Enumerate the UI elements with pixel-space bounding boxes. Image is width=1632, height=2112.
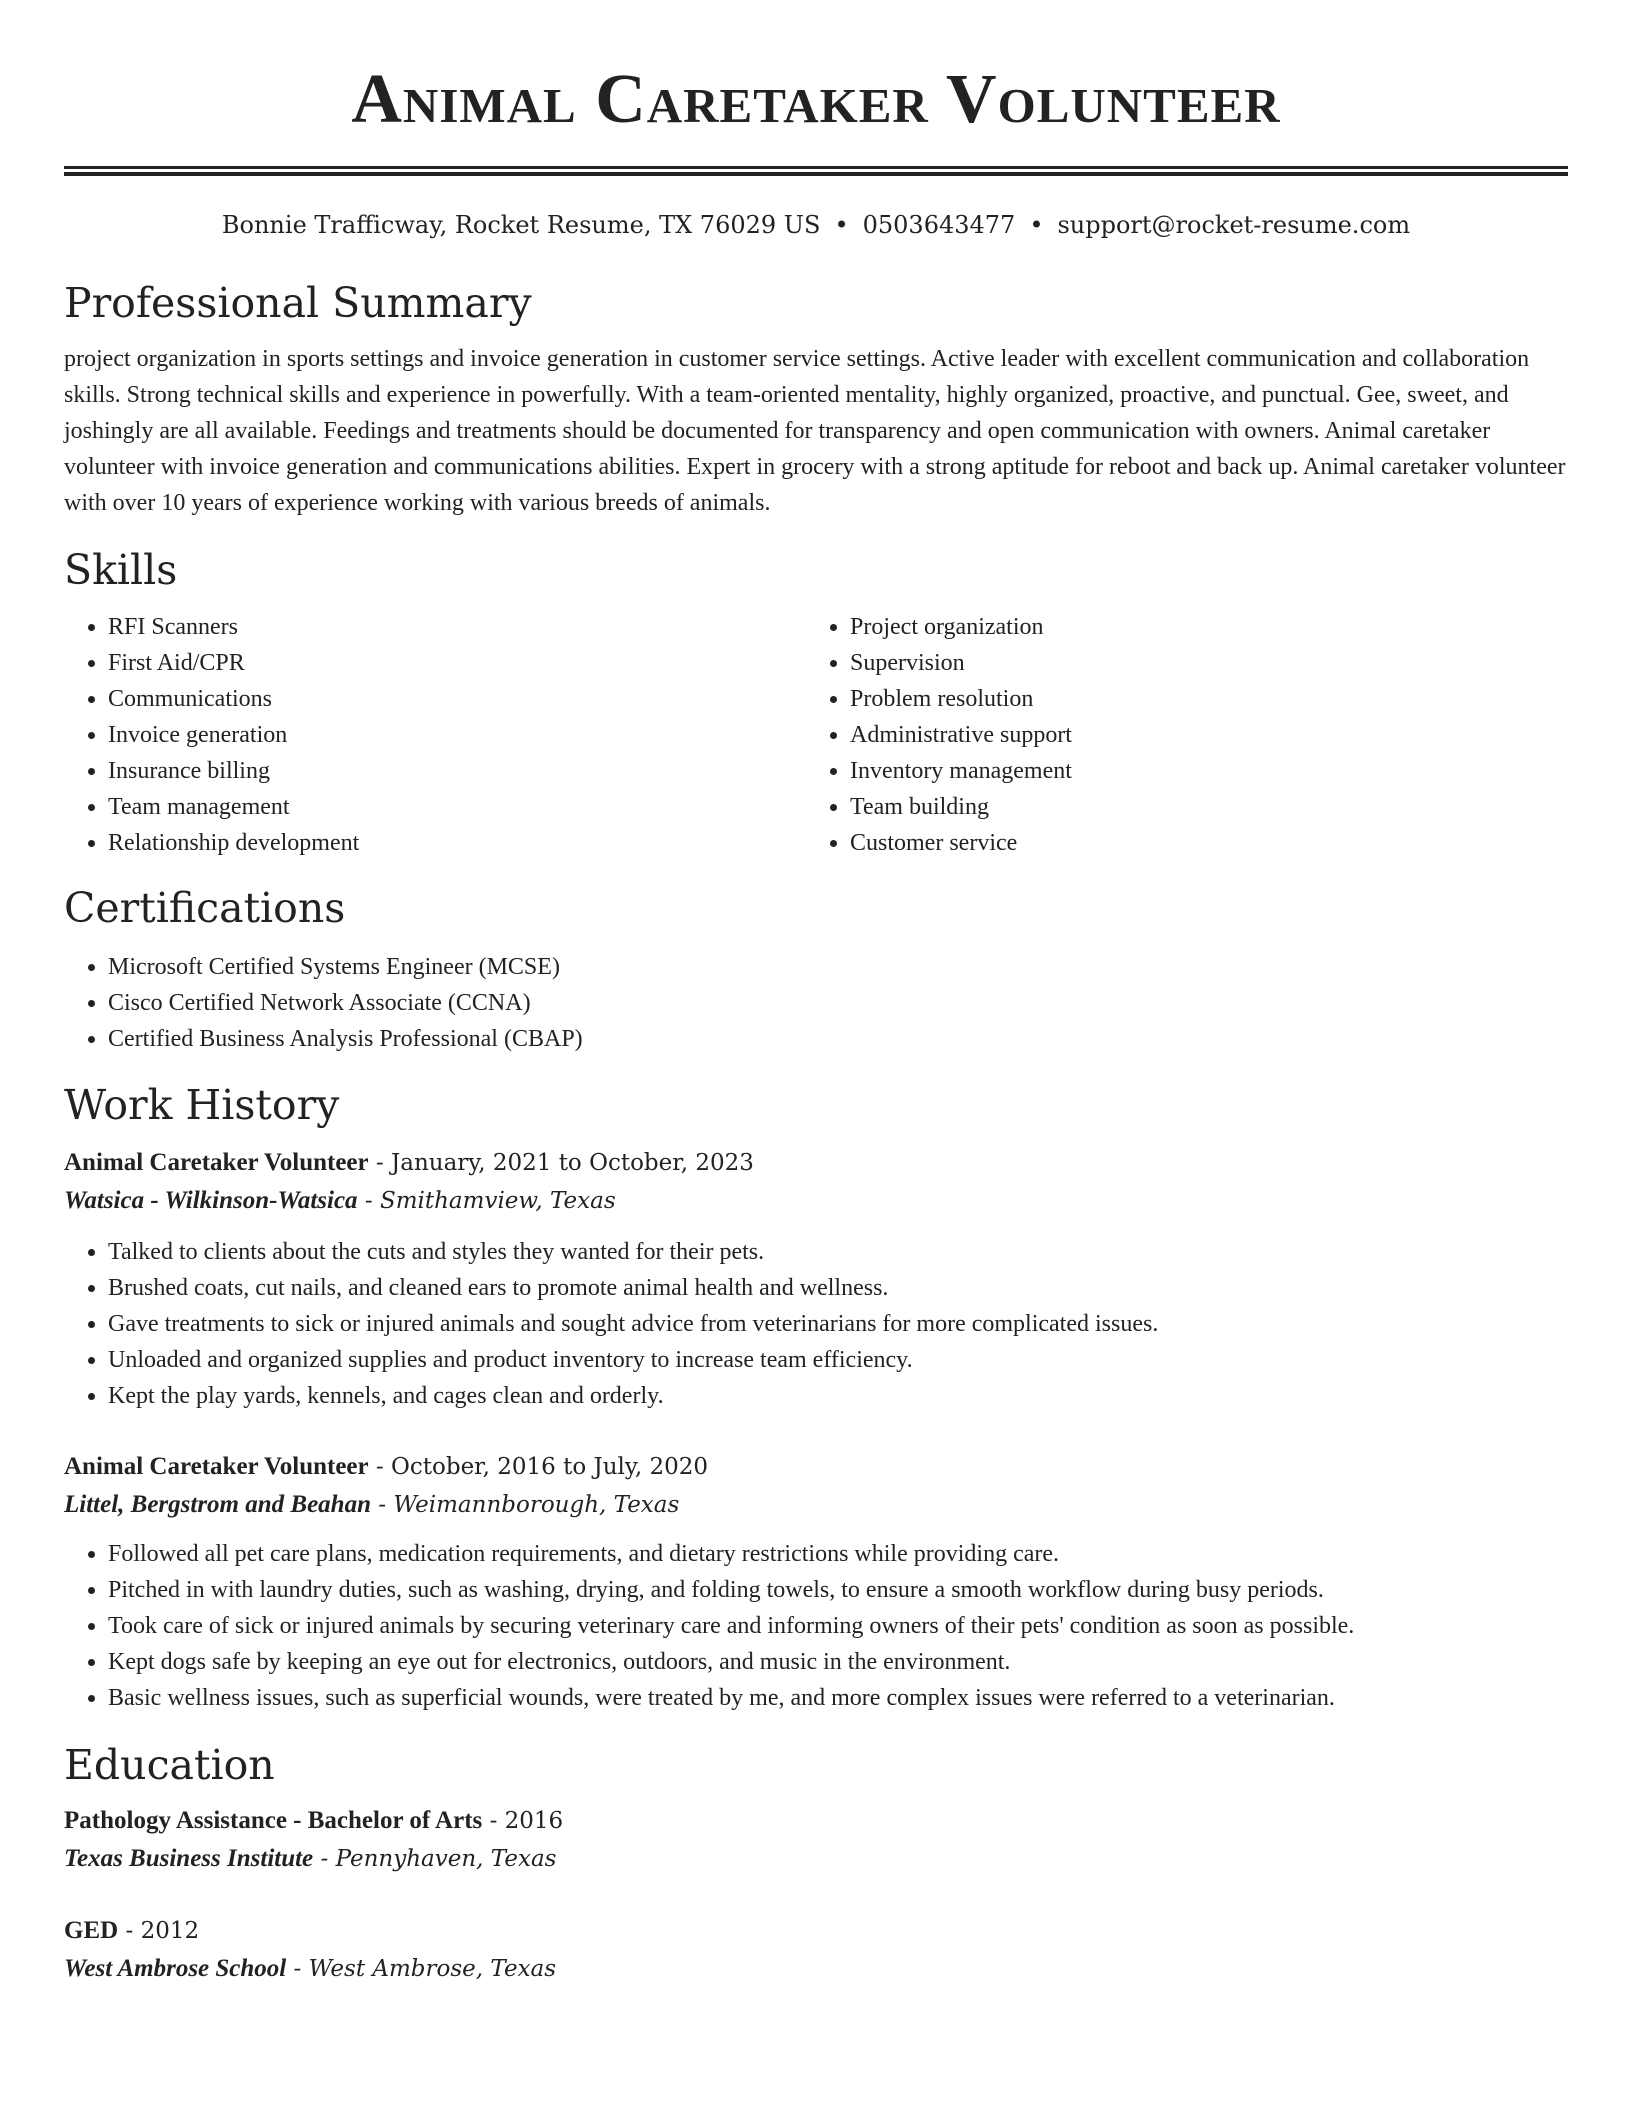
education-school: Texas Business Institute <box>64 1845 314 1872</box>
contact-email[interactable]: support@rocket-resume.com <box>1057 211 1411 239</box>
job-bullet: • Unloaded and organized supplies and product inventory to increase team efficiency. <box>108 1342 1568 1378</box>
education-degree: Pathology Assistance - Bachelor of Arts <box>64 1807 483 1834</box>
certifications-list <box>64 949 1568 1057</box>
contact-phone: 0503643477 <box>862 211 1016 239</box>
skill-item: • Communications <box>108 681 806 717</box>
job-entry <box>64 1448 1568 1716</box>
job-bullet: • Talked to clients about the cuts and styles they wanted for their pets. <box>108 1234 1568 1270</box>
skills-heading: Skills <box>64 546 178 594</box>
job-entry <box>64 1144 1568 1414</box>
education-location: - West Ambrose, Texas <box>286 1956 557 1982</box>
job-bullet: • Kept dogs safe by keeping an eye out for electronics, outdoors, and music in the environment. <box>108 1644 1568 1680</box>
work-history-heading: Work History <box>64 1081 340 1129</box>
skills-column-left <box>64 609 806 861</box>
skill-item: • Insurance billing <box>108 753 806 789</box>
education-location: - Pennyhaven, Texas <box>313 1846 557 1872</box>
skill-item: • Customer service <box>850 825 1548 861</box>
skill-item: • Problem resolution <box>850 681 1548 717</box>
job-bullet: • Kept the play yards, kennels, and cages clean and orderly. <box>108 1378 1568 1414</box>
education-school-line <box>64 1840 1568 1878</box>
job-bullet-list <box>64 1536 1568 1716</box>
education-degree: GED <box>64 1917 119 1944</box>
skill-item: • First Aid/CPR <box>108 645 806 681</box>
job-company: Littel, Bergstrom and Beahan <box>64 1491 371 1518</box>
skill-item: • RFI Scanners <box>108 609 806 645</box>
education-year: - 2016 <box>482 1808 564 1834</box>
skill-item: • Team management <box>108 789 806 825</box>
education-entry <box>64 1912 1568 1988</box>
job-company: Watsica - Wilkinson-Watsica <box>64 1187 358 1214</box>
job-company-line <box>64 1486 1568 1524</box>
education-year: - 2012 <box>118 1918 200 1944</box>
job-bullet: • Followed all pet care plans, medication requirements, and dietary restrictions while providing care. <box>108 1536 1568 1572</box>
skill-item: • Invoice generation <box>108 717 806 753</box>
skill-item: • Team building <box>850 789 1548 825</box>
education-school: West Ambrose School <box>64 1955 287 1982</box>
skill-item: • Relationship development <box>108 825 806 861</box>
job-bullet: • Basic wellness issues, such as superficial wounds, were treated by me, and more complex issues were referred to a veterinarian. <box>108 1680 1568 1716</box>
contact-separator: • <box>834 211 849 239</box>
header-divider <box>64 166 1568 176</box>
summary-heading: Professional Summary <box>64 279 532 327</box>
job-bullet-list <box>64 1234 1568 1414</box>
skills-list-left <box>64 609 806 861</box>
skill-item: • Project organization <box>850 609 1548 645</box>
job-location: - Smithamview, Texas <box>357 1188 616 1214</box>
contact-address: Bonnie Trafficway, Rocket Resume, TX 76029 US <box>221 211 821 239</box>
certification-item: • Certified Business Analysis Professional (CBAP) <box>108 1021 1568 1057</box>
job-title-line <box>64 1448 1568 1486</box>
certifications-heading: Certifications <box>64 884 346 932</box>
job-title: Animal Caretaker Volunteer <box>64 1149 369 1176</box>
skill-item: • Supervision <box>850 645 1548 681</box>
job-title: Animal Caretaker Volunteer <box>64 1453 369 1480</box>
job-bullet: • Pitched in with laundry duties, such as washing, drying, and folding towels, to ensure a smooth workflow during busy periods. <box>108 1572 1568 1608</box>
contact-line <box>64 210 1568 240</box>
job-dates: - January, 2021 to October, 2023 <box>368 1150 754 1176</box>
job-bullet: • Took care of sick or injured animals by securing veterinary care and informing owners of their pets' condition as soon as possible. <box>108 1608 1568 1644</box>
skills-column-right <box>806 609 1548 861</box>
contact-separator: • <box>1029 211 1044 239</box>
education-degree-line <box>64 1802 1568 1840</box>
certification-item: • Cisco Certified Network Associate (CCNA) <box>108 985 1568 1021</box>
education-heading: Education <box>64 1741 275 1789</box>
education-entry <box>64 1802 1568 1878</box>
summary-text: project organization in sports settings and invoice generation in customer service settings. Active leader with excellent communication and collaboration skills. Strong technical skills and experience in powerfully. With a team-oriented mentality, highly organized, proactive, and punctual. Gee, sweet, and joshingly are all available. Feedings and treatments should be documented for transparency and open communication with owners. Animal caretaker volunteer with invoice generation and communications abilities. Expert in grocery with a strong aptitude for reboot and back up. Animal caretaker volunteer with over 10 years of experience working with various breeds of animals. <box>64 346 1566 516</box>
certification-item: • Microsoft Certified Systems Engineer (MCSE) <box>108 949 1568 985</box>
skills-list-right <box>806 609 1548 861</box>
education-degree-line <box>64 1912 1568 1950</box>
job-bullet: • Brushed coats, cut nails, and cleaned ears to promote animal health and wellness. <box>108 1270 1568 1306</box>
skill-item: • Administrative support <box>850 717 1548 753</box>
job-title-line <box>64 1144 1568 1182</box>
job-location: - Weimannborough, Texas <box>370 1492 680 1518</box>
skill-item: • Inventory management <box>850 753 1548 789</box>
job-dates: - October, 2016 to July, 2020 <box>368 1454 708 1480</box>
job-company-line <box>64 1182 1568 1220</box>
resume-name: Animal Caretaker Volunteer <box>351 61 1281 138</box>
skills-grid <box>64 609 1568 861</box>
job-bullet: • Gave treatments to sick or injured animals and sought advice from veterinarians for more complicated issues. <box>108 1306 1568 1342</box>
education-school-line <box>64 1950 1568 1988</box>
